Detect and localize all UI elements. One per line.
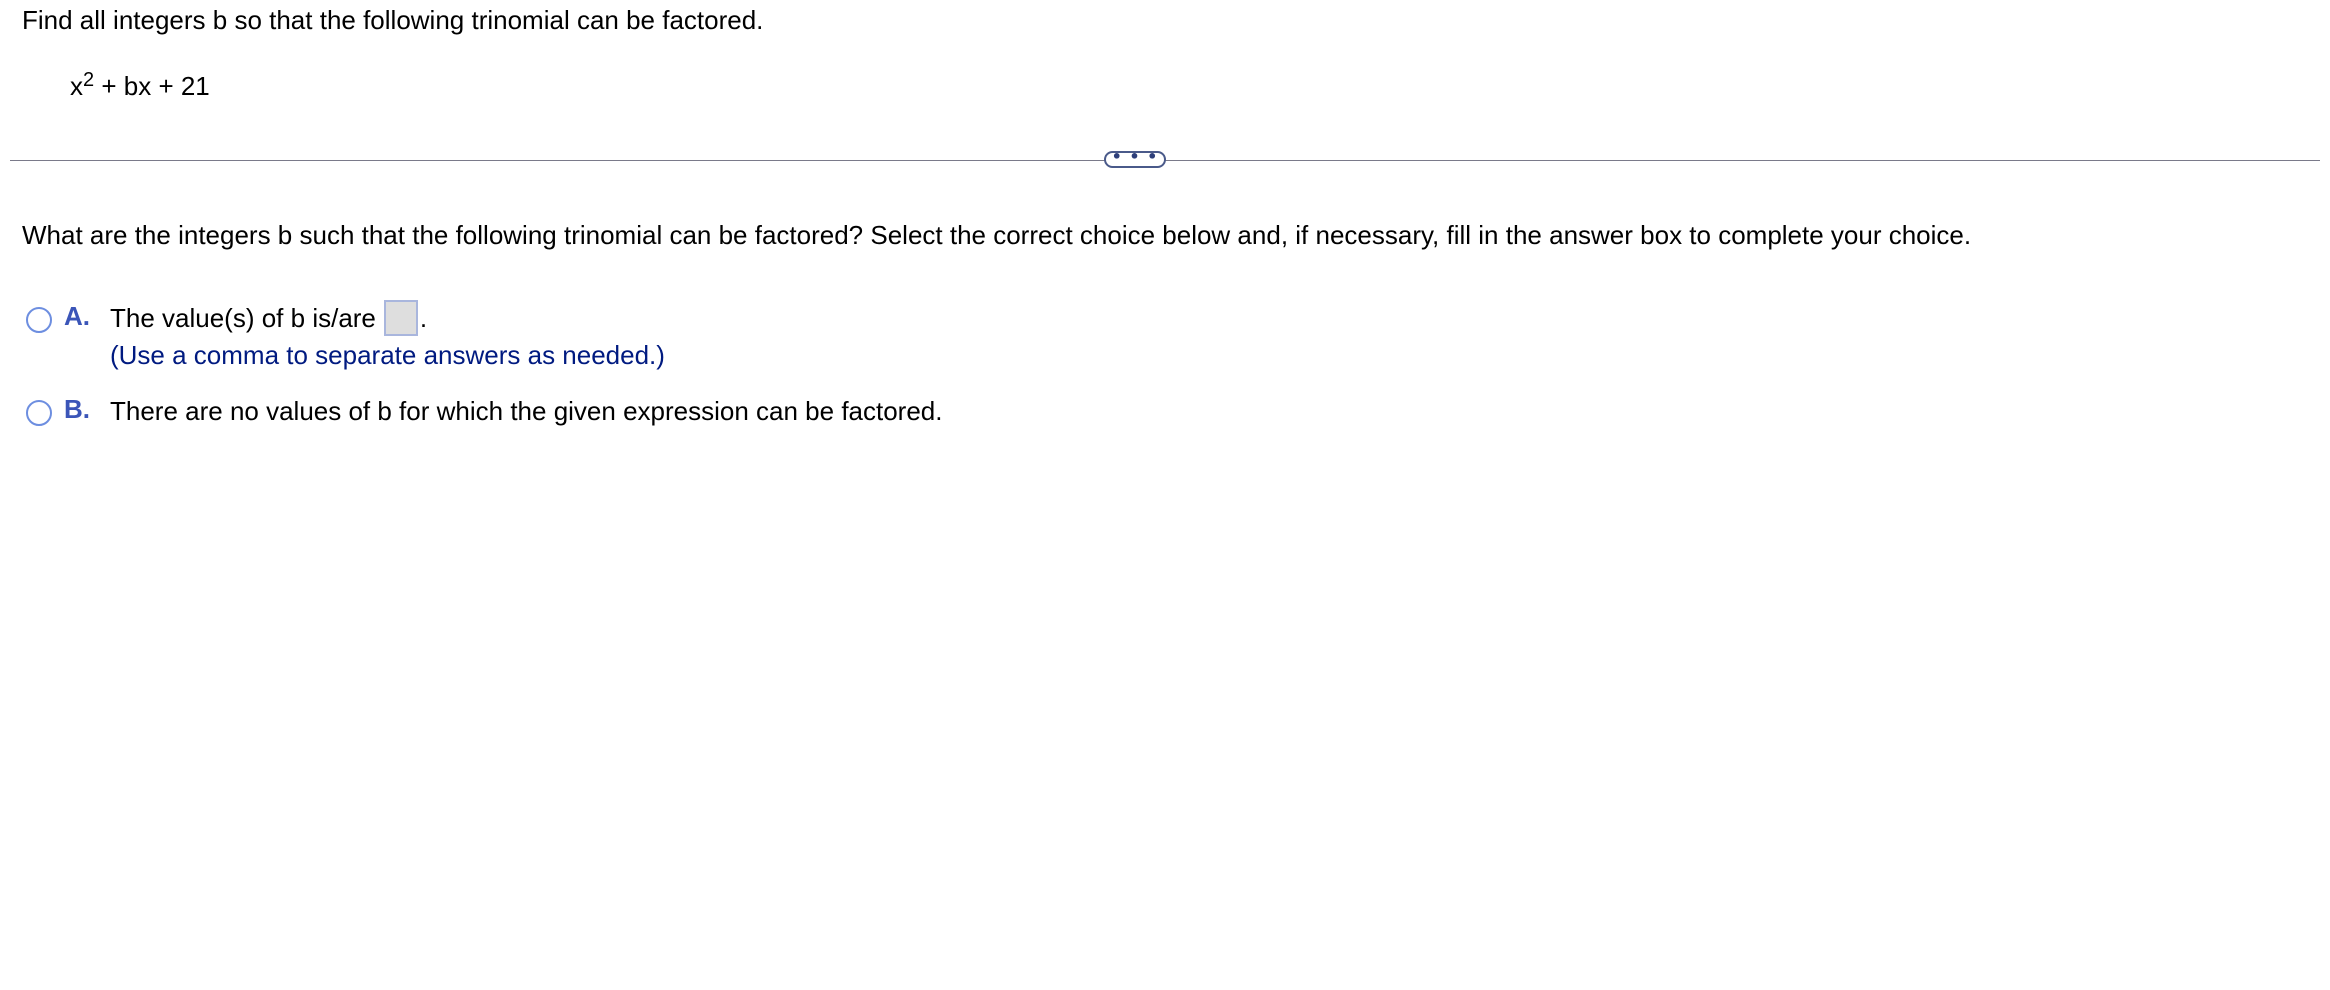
choice-a-suffix: . — [419, 303, 428, 333]
show-more-button[interactable]: • • • — [1104, 151, 1166, 168]
choice-a-text-line — [110, 300, 427, 336]
question-text: What are the integers b such that the following trinomial can be factored? Select the correct choice below and, if necessary, fill in the answer box to complete your choice. — [22, 220, 1972, 250]
expression-base: x — [70, 71, 83, 101]
choice-b-radio[interactable] — [26, 400, 52, 426]
trinomial-expression — [70, 68, 210, 104]
choice-a-text: The value(s) of b is/are — [110, 303, 376, 333]
problem-prompt: Find all integers b so that the following trinomial can be factored. — [22, 5, 764, 35]
expression-exponent: 2 — [83, 69, 95, 91]
answer-input-box[interactable] — [384, 300, 418, 336]
choice-b-letter: B. — [64, 394, 90, 424]
choice-a-letter: A. — [64, 301, 90, 331]
answer-hint: (Use a comma to separate answers as needed.) — [110, 340, 665, 370]
choice-b-text: There are no values of b for which the given expression can be factored. — [110, 396, 943, 426]
choice-a-radio[interactable] — [26, 307, 52, 333]
expression-rest: + bx + 21 — [94, 71, 210, 101]
